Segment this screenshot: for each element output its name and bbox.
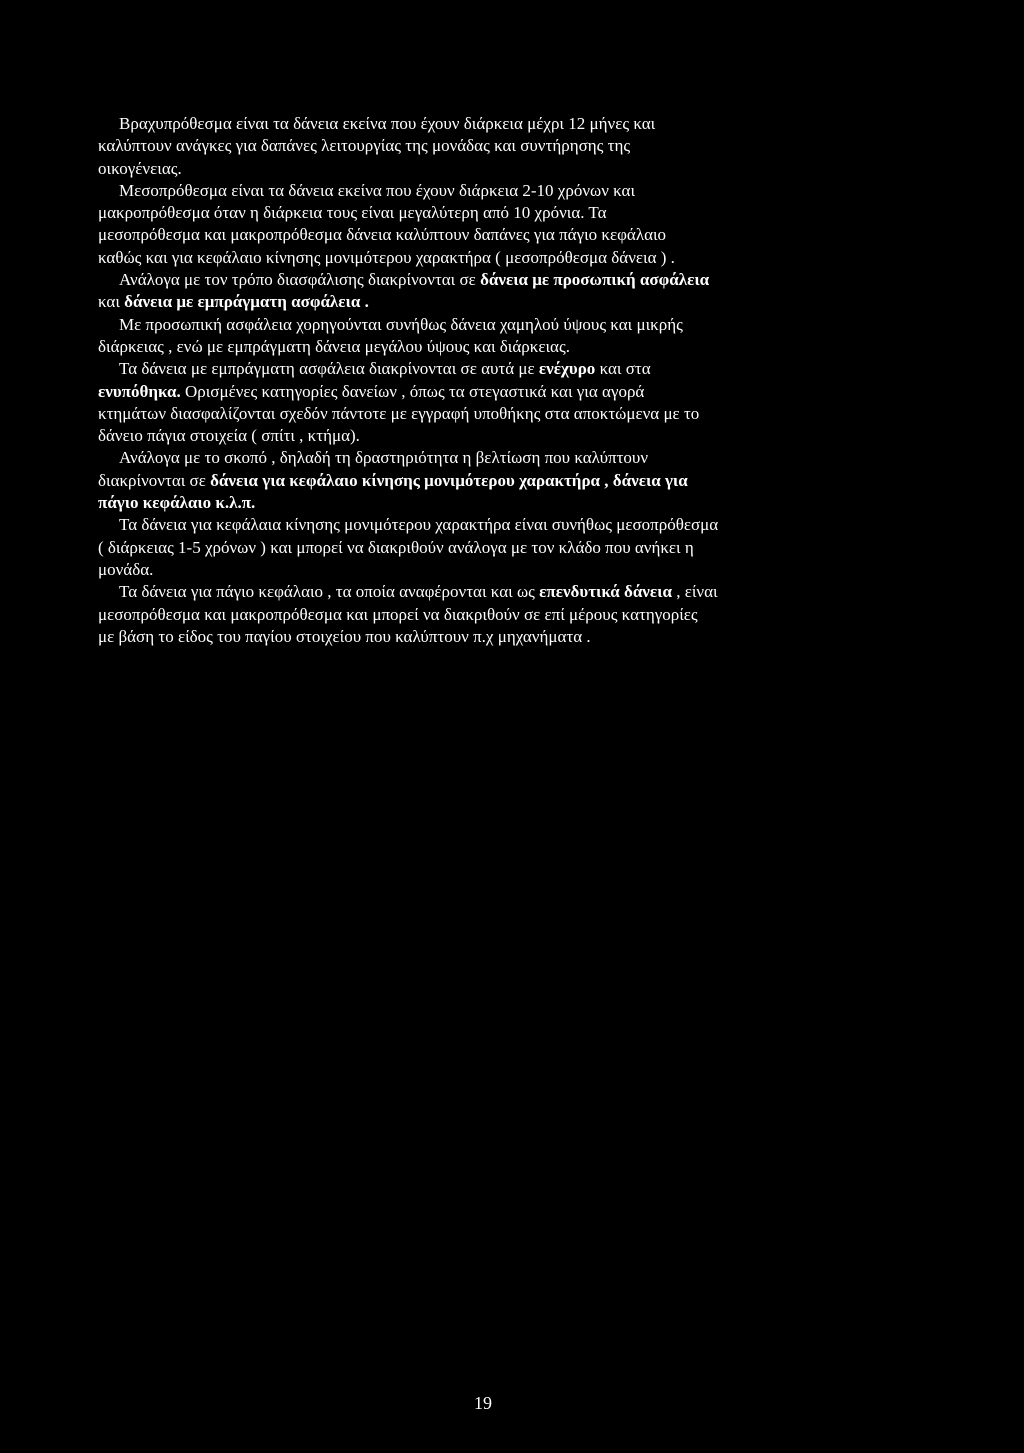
text-run: Ανάλογα με τον τρόπο διασφάλισης διακρίνονται σε [119,270,481,290]
text-line [98,581,888,603]
paragraph-short-term-loans [98,113,888,180]
text-run: Ορισμένες κατηγορίες δανείων , όπως τα στεγαστικά και για αγορά [180,381,645,401]
text-line: οικογένειας. [98,158,182,178]
text-line: με βάση το είδος του παγίου στοιχείου που καλύπτουν π.χ μηχανήματα . [98,626,591,646]
text-line [98,291,888,313]
text-line: κτημάτων διασφαλίζονται σχεδόν πάντοτε με εγγραφή υποθήκης στα αποκτώμενα με το [98,403,700,423]
text-run: , είναι [671,582,718,602]
paragraph-medium-long-term-loans [98,180,888,269]
text-line [98,358,888,380]
paragraph-personal-security [98,314,888,359]
paragraph-working-capital [98,514,888,581]
text-line: δάνειο πάγια στοιχεία ( σπίτι , κτήμα). [98,426,360,446]
bold-term-mortgage: ενυπόθηκα. [98,381,181,401]
text-line: μεσοπρόθεσμα και μακροπρόθεσμα και μπορεί να διακριθούν σε επί μέρους κατηγορίες [98,604,698,624]
text-line: Μεσοπρόθεσμα είναι τα δάνεια εκείνα που έχουν διάρκεια 2-10 χρόνων και [119,180,636,200]
text-run: Τα δάνεια με εμπράγματη ασφάλεια διακρίνονται σε αυτά με [119,359,539,379]
text-line: Ανάλογα με το σκοπό , δηλαδή τη δραστηριότητα η βελτίωση που καλύπτουν [119,448,649,468]
text-line: διάρκειας , ενώ με εμπράγματη δάνεια μεγάλου ύψους και διάρκειας. [98,336,570,356]
text-run: διακρίνονται σε [98,470,211,490]
paragraph-security-types [98,269,888,314]
text-line [98,269,888,291]
text-line: μεσοπρόθεσμα και μακροπρόθεσμα δάνεια καλύπτουν δαπάνες για πάγιο κεφάλαιο [98,225,667,245]
paragraph-real-security [98,358,888,447]
text-line: Τα δάνεια για κεφάλαια κίνησης μονιμότερου χαρακτήρα είναι συνήθως μεσοπρόθεσμα [119,515,719,535]
text-line: μακροπρόθεσμα όταν η διάρκεια τους είναι μεγαλύτερη από 10 χρόνια. Τα [98,203,607,223]
text-run: και [98,292,125,312]
page-number: 19 [474,1393,492,1413]
bold-term-fixed-capital: πάγιο κεφάλαιο κ.λ.π. [98,493,256,513]
text-line: καθώς και για κεφάλαιο κίνησης μονιμότερου χαρακτήρα ( μεσοπρόθεσμα δάνεια ) . [98,247,675,267]
text-line: Με προσωπική ασφάλεια χορηγούνται συνήθως δάνεια χαμηλού ύψους και μικρής [119,314,683,334]
text-line: Βραχυπρόθεσμα είναι τα δάνεια εκείνα που έχουν διάρκεια μέχρι 12 μήνες και [119,114,656,133]
text-line: ( διάρκειας 1-5 χρόνων ) και μπορεί να διακριθούν ανάλογα με τον κλάδο που ανήκει η [98,537,694,557]
bold-term-investment-loans: επενδυτικά δάνεια [539,582,672,602]
text-line [98,470,888,492]
text-run: . [360,292,369,312]
paragraph-fixed-capital [98,581,888,648]
page-body [98,113,888,648]
bold-term-working-capital-loans: δάνεια για κεφάλαιο κίνησης μονιμότερου χαρακτήρα , δάνεια για [210,470,688,490]
text-line: καλύπτουν ανάγκες για δαπάνες λειτουργίας της μονάδας και συντήρησης της [98,136,631,156]
text-line: μονάδα. [98,559,154,579]
text-run: και στα [595,359,651,379]
text-run: Τα δάνεια για πάγιο κεφάλαιο , τα οποία αναφέρονται και ως [119,582,540,602]
text-line [98,381,888,403]
bold-term-pledge: ενέχυρο [538,359,596,379]
bold-term-real-security-loans: δάνεια με εμπράγματη ασφάλεια [124,292,361,312]
paragraph-purpose [98,447,888,514]
bold-term-personal-security-loans: δάνεια με προσωπική ασφάλεια [480,270,710,290]
